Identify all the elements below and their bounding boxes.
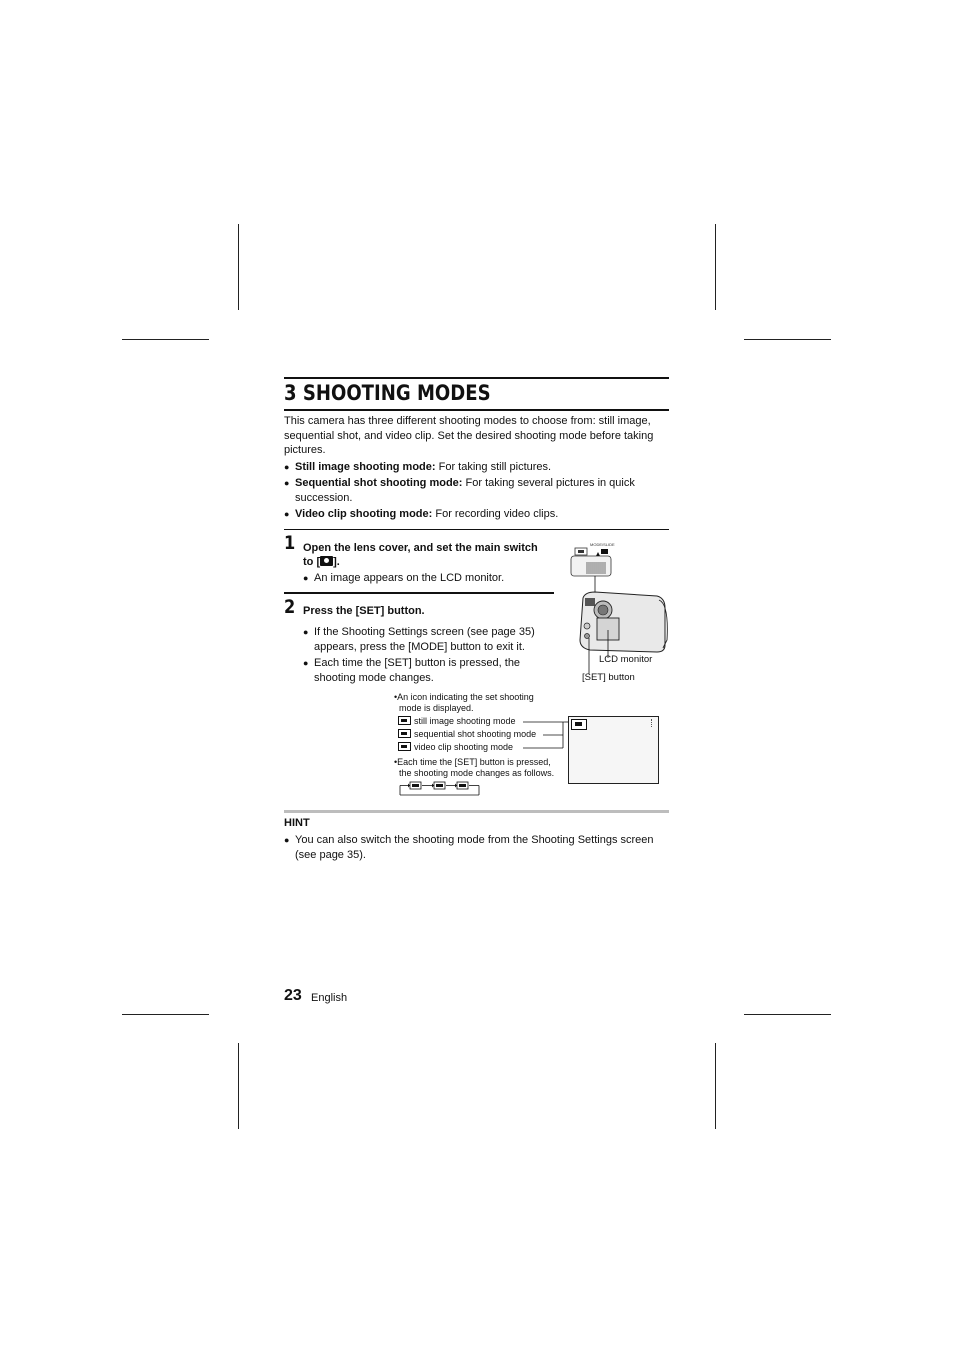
page-number: 23 <box>284 987 302 1004</box>
note-line: An icon indicating the set shooting <box>397 692 534 702</box>
step-number: 2 <box>284 596 296 618</box>
intro-paragraph: This camera has three different shooting modes to choose from: still image, sequential shot, and video clip. Set the desired shooting mode before taking pictures. <box>284 415 654 456</box>
step-heading <box>303 541 553 569</box>
step-bullet-text: Each time the [SET] button is pressed, the shooting mode changes. <box>314 657 521 684</box>
title-top-rule <box>284 377 669 379</box>
note-line: Each time the [SET] button is pressed, <box>397 757 551 767</box>
step-bullet-text: An image appears on the LCD monitor. <box>314 572 505 584</box>
mode-label: Sequential shot shooting mode: <box>295 477 463 489</box>
step-bullet-text: If the Shooting Settings screen (see page 35) appears, press the [MODE] button to exit it. <box>314 626 535 653</box>
mode-item-label: still image shooting mode <box>414 716 516 726</box>
crop-mark <box>238 224 239 310</box>
mode-desc: For taking still pictures. <box>438 461 552 473</box>
mode-item-label: video clip shooting mode <box>414 742 514 752</box>
note: •An icon indicating the set shooting mode is displayed. <box>394 692 534 713</box>
lcd-screen <box>568 716 659 784</box>
crop-mark <box>122 339 209 340</box>
mode-cycle-diagram <box>398 780 482 797</box>
still-image-mode-icon <box>571 719 587 730</box>
mode-item <box>398 716 516 727</box>
battery-indicator <box>651 719 655 727</box>
crop-mark <box>238 1043 239 1129</box>
camera-icon <box>320 556 333 566</box>
language-label: English <box>311 992 348 1004</box>
note-line: mode is displayed. <box>399 703 474 713</box>
step-divider <box>284 592 554 594</box>
note: •Each time the [SET] button is pressed, the shooting mode changes as follows. <box>394 757 555 778</box>
step-heading-line: ]. <box>333 556 340 568</box>
step-heading: Press the [SET] button. <box>303 605 425 617</box>
mode-label: Video clip shooting mode: <box>295 508 433 520</box>
mode-item-label: sequential shot shooting mode <box>414 729 537 739</box>
hint-heading: HINT <box>284 817 310 829</box>
step-heading-line: Open the lens cover, and set the main switch <box>303 542 538 554</box>
crop-mark <box>715 224 716 310</box>
video-clip-mode-icon <box>398 742 411 751</box>
mode-desc: For taking several pictures in quick succession. <box>295 477 635 504</box>
crop-mark <box>744 339 831 340</box>
mode-item <box>398 729 536 740</box>
page-title: 3 SHOOTING MODES <box>284 381 491 405</box>
lcd-monitor-label: LCD monitor <box>599 654 653 665</box>
sequential-shot-mode-icon <box>398 729 411 738</box>
section-divider <box>284 529 669 530</box>
crop-mark <box>715 1043 716 1129</box>
set-button-label: [SET] button <box>582 672 635 683</box>
step-number: 1 <box>284 532 296 554</box>
crop-mark <box>122 1014 209 1015</box>
mode-desc: For recording video clips. <box>435 508 559 520</box>
hint-divider <box>284 810 669 813</box>
switch-label: MODE/SLIDE <box>590 542 615 547</box>
step-heading-line: to [ <box>303 556 321 568</box>
note-line: the shooting mode changes as follows. <box>399 768 555 778</box>
hint-text: You can also switch the shooting mode from the Shooting Settings screen (see page 35). <box>295 834 654 861</box>
still-image-mode-icon <box>398 716 411 725</box>
title-bottom-rule <box>284 409 669 411</box>
crop-mark <box>744 1014 831 1015</box>
mode-label: Still image shooting mode: <box>295 461 436 473</box>
mode-item <box>398 742 513 753</box>
